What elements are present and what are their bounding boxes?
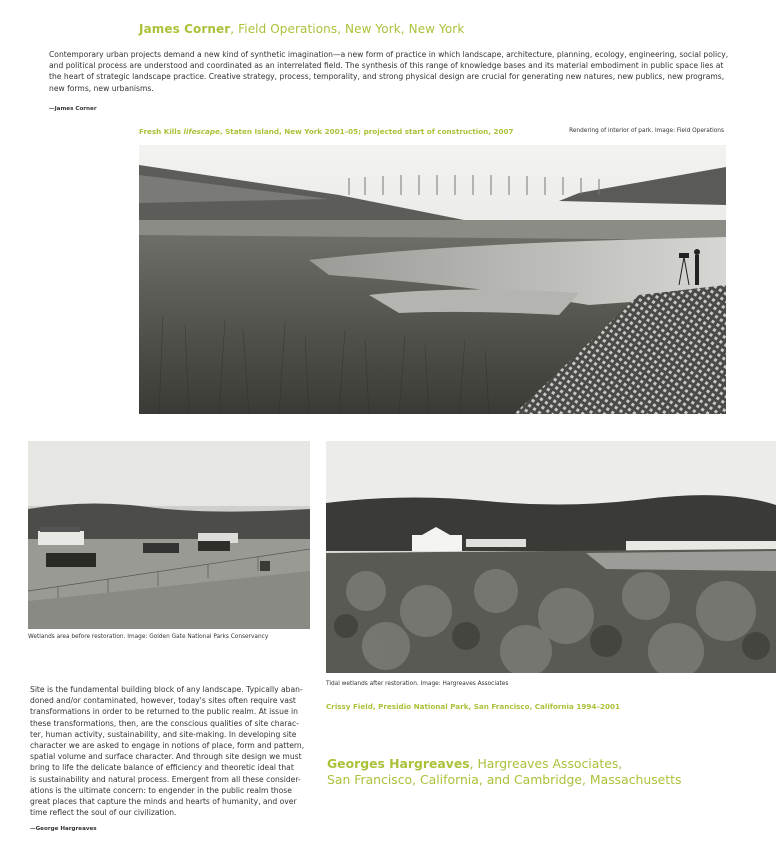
hargreaves-attribution: —George Hargreaves [30, 826, 97, 832]
intro-paragraph: Contemporary urban projects demand a new kind of synthetic imagination—a new form of practice in which landscape, architecture, planning, ecology, engineering, social policy, and political process are understood and coordinated as an interrelated field. The synthesis of this range of knowledge bases and its material embodiment in public space lies at the heart of strategic landscape practice. Creative strategy, process, temporality, and strong physical design are crucial for generating new natures, new publics, new programs, new forms, new urbanisms. [49, 50, 729, 93]
hargreaves-firm-line2: San Francisco, California, and Cambridge, Massachusetts [327, 772, 682, 787]
architect-name: James Corner [139, 22, 231, 36]
quote-line: doned and/or contaminated, however, today's sites often require vast [30, 696, 296, 706]
fresh-kills-image-credit: Rendering of interior of park. Image: Field Operations [569, 128, 724, 134]
fresh-kills-title-a: Fresh Kills [139, 127, 184, 136]
intro-attribution: —James Corner [49, 106, 97, 112]
quote-line: character we are asked to engage in notions of place, form and pattern, [30, 741, 305, 751]
architect-firm: , Field Operations, New York, New York [230, 22, 465, 36]
fresh-kills-title-b: , Staten Island, New York 2001–05; projected start of construction, 2007 [219, 127, 514, 136]
hargreaves-name: Georges Hargreaves [327, 756, 470, 771]
quote-line: spatial volume and surface character. And through site design we must [30, 752, 302, 762]
quote-line: is sustainability and natural process. Emergent from all these consider- [30, 774, 301, 784]
crissy-after-caption: Tidal wetlands after restoration. Image: Hargreaves Associates [326, 681, 509, 687]
quote-line: transformations in order to be returned to the public realm. At issue in [30, 707, 298, 717]
quote-line: time reflect the soul of our civilization. [30, 808, 177, 818]
section-heading-hargreaves [327, 756, 681, 788]
quote-line: great places that capture the minds and hearts of humanity, and over [30, 797, 297, 807]
crissy-before-caption: Wetlands area before restoration. Image: Golden Gate National Parks Conservancy [28, 634, 269, 640]
quote-line: these transformations, then, are the conscious qualities of site charac- [30, 718, 299, 728]
crissy-before-photo [28, 441, 310, 629]
fresh-kills-title [139, 127, 514, 136]
crissy-after-photo [326, 441, 776, 673]
quote-line: ations is the ultimate concern: to engender in the public realm those [30, 785, 292, 795]
quote-line: ter, human activity, sustainability, and site-making. In developing site [30, 729, 297, 739]
quote-line: Site is the fundamental building block of any landscape. Typically aban- [30, 685, 303, 694]
section-heading-corner [139, 22, 464, 36]
fresh-kills-title-italic: lifescape [183, 127, 220, 136]
quote-line: bring to life the delicate balance of efficiency and theoretic ideal that [30, 763, 294, 773]
hargreaves-quote [30, 684, 316, 818]
crissy-project-title: Crissy Field, Presidio National Park, San Francisco, California 1994–2001 [326, 702, 620, 711]
hargreaves-firm-line1: , Hargreaves Associates, [469, 756, 623, 771]
fresh-kills-rendering-photo [139, 145, 726, 414]
